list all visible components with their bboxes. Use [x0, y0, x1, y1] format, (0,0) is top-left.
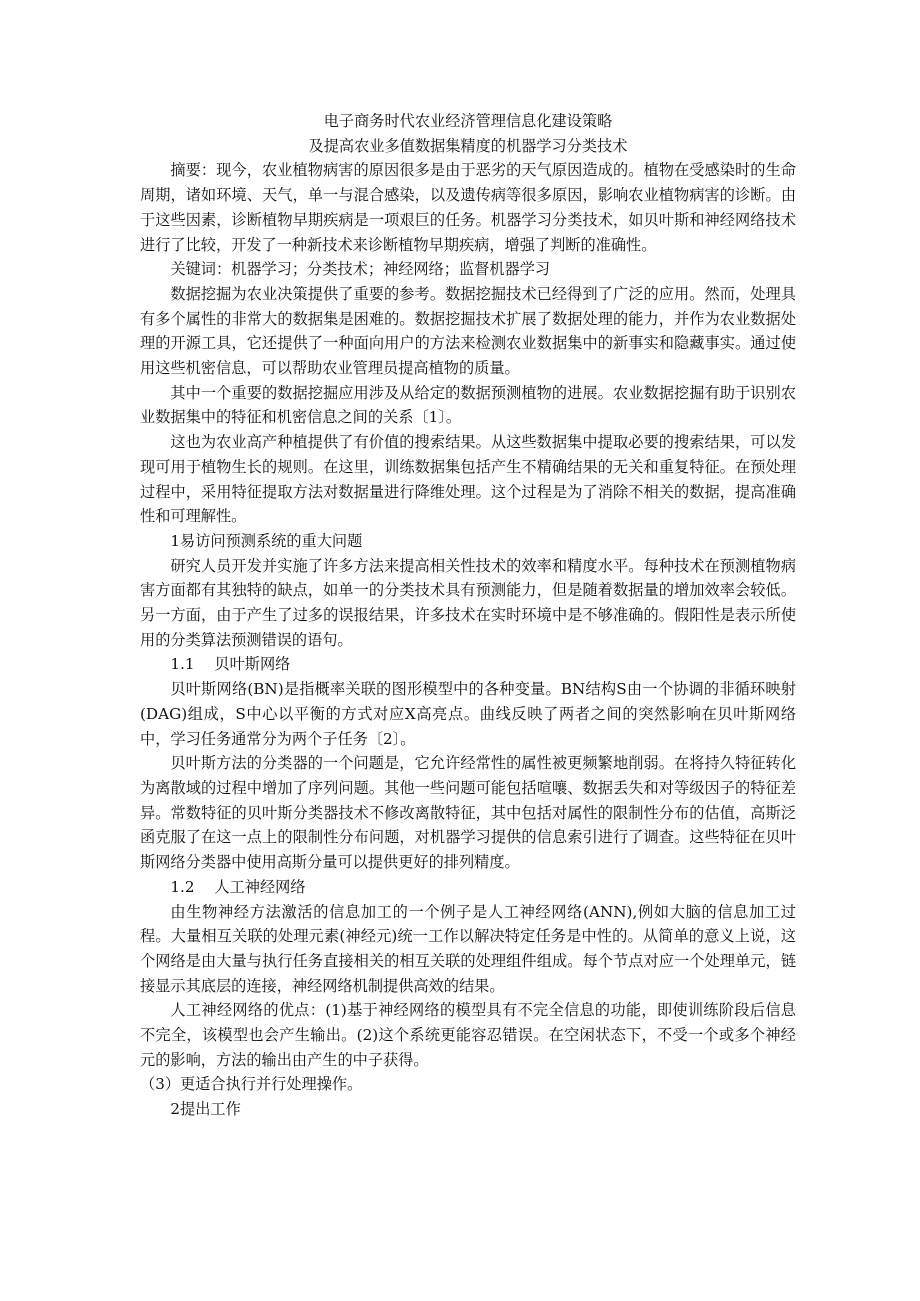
subsection-1-2-heading	[140, 875, 796, 900]
subsection-1-1-paragraph-1: 贝叶斯网络(BN)是指概率关联的图形模型中的各种变量。BN结构S由一个协调的非循环映射(DAG)组成，S中心以平衡的方式对应X高亮点。曲线反映了两者之间的突然影响在贝叶斯网络中，学习任务通常分为两个子任务〔2〕。	[140, 680, 796, 748]
subsection-1-2-number: 1.2	[170, 877, 195, 896]
document-title-line2: 及提高农业多值数据集精度的机器学习分类技术	[308, 136, 628, 155]
keywords-line: 关键词：机器学习；分类技术；神经网络；监督机器学习	[170, 260, 551, 279]
subsection-1-1-number: 1.1	[170, 655, 195, 674]
subsection-1-2-paragraph-2: 人工神经网络的优点：(1)基于神经网络的模型具有不完全信息的功能，即使训练阶段后信息不完全，该模型也会产生输出。(2)这个系统更能容忍错误。在空闲状态下，不受一个或多个神经元的影响，方法的输出由产生的中子获得。	[140, 1001, 796, 1069]
subsection-1-1-title: 贝叶斯网络	[214, 655, 291, 674]
subsection-1-2-paragraph-3: （3）更适合执行并行处理操作。	[140, 1075, 363, 1094]
abstract-paragraph: 摘要：现今，农业植物病害的原因很多是由于恶劣的天气原因造成的。植物在受感染时的生命周期，诸如环境、天气，单一与混合感染，以及遗传病等很多原因，影响农业植物病害的诊断。由于这些因素，诊断植物早期疾病是一项艰巨的任务。机器学习分类技术，如贝叶斯和神经网络技术进行了比较，开发了一种新技术来诊断植物早期疾病，增强了判断的准确性。	[140, 161, 796, 254]
section-2-heading: 2提出工作	[170, 1100, 241, 1119]
document-page	[140, 109, 796, 1122]
intro-paragraph-1: 数据挖掘为农业决策提供了重要的参考。数据挖掘技术已经得到了广泛的应用。然而，处理具有多个属性的非常大的数据集是困难的。数据挖掘技术扩展了数据处理的能力，并作为农业数据处理的开源工具，它还提供了一种面向用户的方法来检测农业数据集中的新事实和隐藏事实。通过使用这些机密信息，可以帮助农业管理员提高植物的质量。	[140, 284, 796, 378]
document-title-line1: 电子商务时代农业经济管理信息化建设策略	[323, 112, 613, 130]
intro-paragraph-3: 这也为农业高产种植提供了有价值的搜索结果。从这些数据集中提取必要的搜索结果，可以发现可用于植物生长的规则。在这里，训练数据集包括产生不精确结果的无关和重复特征。在预处理过程中，采用特征提取方法对数据量进行降维处理。这个过程是为了消除不相关的数据，提高准确性和可理解性。	[140, 433, 796, 526]
subsection-1-2-paragraph-1: 由生物神经方法激活的信息加工的一个例子是人工神经网络(ANN),例如大脑的信息加工过程。大量相互关联的处理元素(神经元)统一工作以解决特定任务是中性的。从简单的意义上说，这个网络是由大量与执行任务直接相关的相互关联的处理组件组成。每个节点对应一个处理单元，链接显示其底层的连接，神经网络机制提供高效的结果。	[140, 902, 796, 995]
subsection-1-1-heading	[140, 652, 796, 677]
intro-paragraph-2: 其中一个重要的数据挖掘应用涉及从给定的数据预测植物的进展。农业数据挖掘有助于识别农业数据集中的特征和机密信息之间的关系〔1〕。	[140, 383, 796, 427]
subsection-1-2-title: 人工神经网络	[214, 877, 306, 896]
subsection-1-1-paragraph-2: 贝叶斯方法的分类器的一个问题是，它允许经常性的属性被更频繁地削弱。在将持久特征转化为离散域的过程中增加了序列问题。其他一些问题可能包括喧嚷、数据丢失和对等级因子的特征差异。常数特征的贝叶斯分类器技术不修改离散特征，其中包括对属性的限制性分布的估值，高斯泛函克服了在这一点上的限制性分布问题，对机器学习提供的信息索引进行了调查。这些特征在贝叶斯网络分类器中使用高斯分量可以提供更好的排列精度。	[140, 754, 796, 872]
section-1-heading: 1易访问预测系统的重大问题	[170, 531, 363, 550]
section-1-paragraph: 研究人员开发并实施了许多方法来提高相关性技术的效率和精度水平。每种技术在预测植物病害方面都有其独特的缺点，如单一的分类技术具有预测能力，但是随着数据量的增加效率会较低。另一方面，由于产生了过多的误报结果，许多技术在实时环境中是不够准确的。假阳性是表示所使用的分类算法预测错误的语句。	[140, 556, 796, 649]
